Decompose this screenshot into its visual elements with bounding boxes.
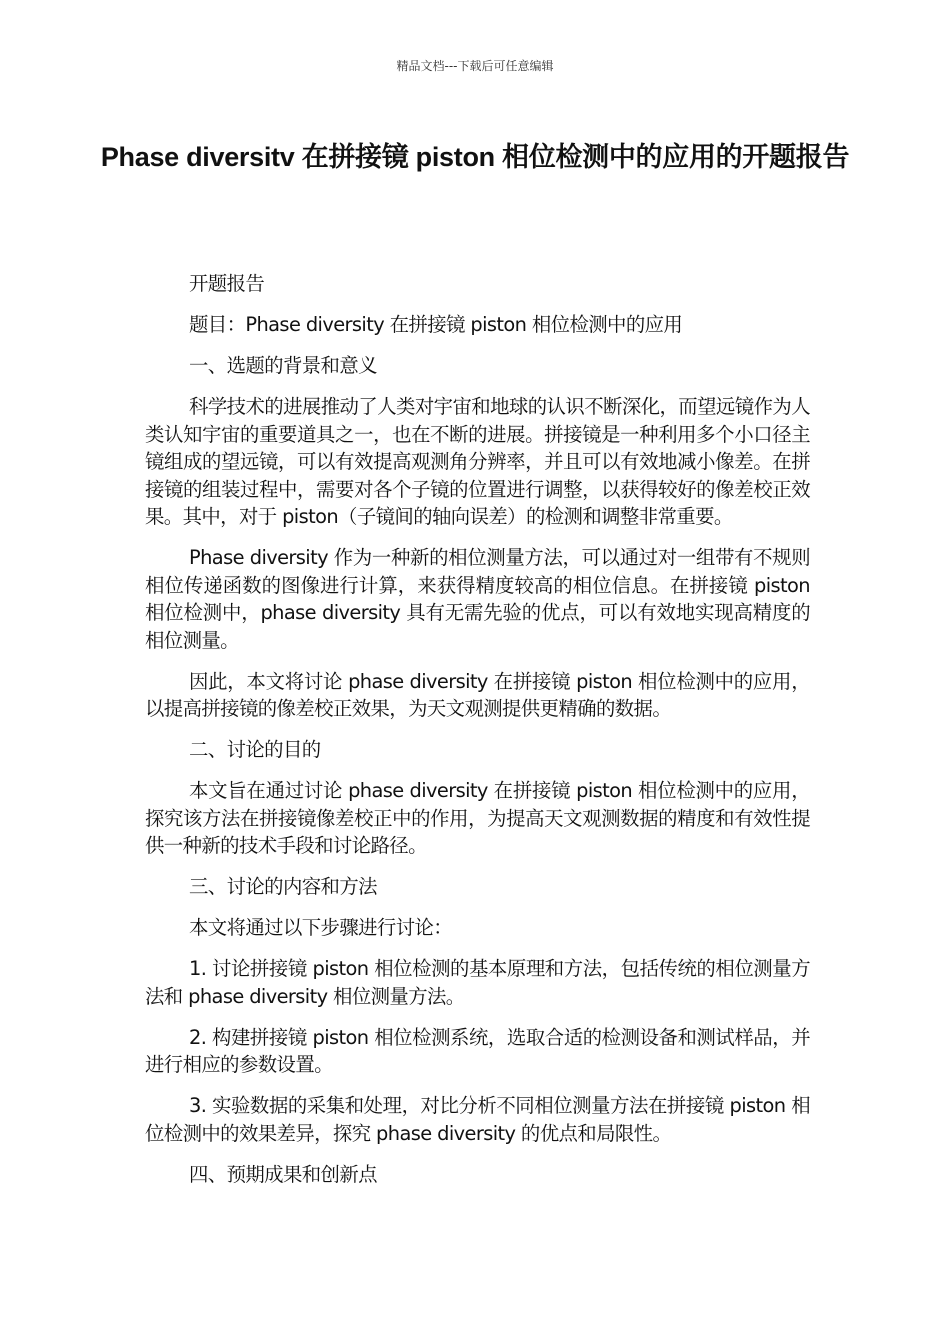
header-note: 精品文档---下载后可任意编辑: [396, 59, 554, 73]
section-heading-background: 一、选题的背景和意义: [189, 354, 377, 377]
section-heading-outcomes: 四、预期成果和创新点: [189, 1162, 377, 1186]
step-1: 1. 讨论拼接镜 piston 相位检测的基本原理和方法，包括传统的相位测量方法和 phase diversity 相位测量方法。: [145, 957, 810, 1008]
paragraph-steps-intro: 本文将通过以下步骤进行讨论：: [189, 916, 453, 939]
step-2: 2. 构建拼接镜 piston 相位检测系统，选取合适的检测设备和测试样品，并进行相应的参数设置。: [145, 1025, 810, 1076]
paragraph-therefore: 因此，本文将讨论 phase diversity 在拼接镜 piston 相位检测中的应用，以提高拼接镜的像差校正效果，为天文观测提供更精确的数据。: [145, 669, 810, 720]
paragraph-phase-diversity: Phase diversity 作为一种新的相位测量方法，可以通过对一组带有不规则相位传递函数的图像进行计算，来获得精度较高的相位信息。在拼接镜 piston 相位检测中，phase diversity 具有无需先验的优点，可以有效地实现高精度的相位测量。: [145, 546, 810, 652]
paragraph-background: 科学技术的进展推动了人类对宇宙和地球的认识不断深化，而望远镜作为人类认知宇宙的重要道具之一，也在不断的进展。拼接镜是一种利用多个小口径主镜组成的望远镜，可以有效提高观测角分辨率，并且可以有效地减小像差。在拼接镜的组装过程中，需要对各个子镜的位置进行调整，以获得较好的像差校正效果。其中，对于 piston（子镜间的轴向误差）的检测和调整非常重要。: [145, 395, 810, 528]
section-label: 开题报告: [189, 272, 265, 295]
document-body: [145, 270, 810, 1202]
step-3: 3. 实验数据的采集和处理，对比分析不同相位测量方法在拼接镜 piston 相位检测中的效果差异，探究 phase diversity 的优点和局限性。: [145, 1094, 810, 1145]
paragraph-purpose: 本文旨在通过讨论 phase diversity 在拼接镜 piston 相位检测中的应用，探究该方法在拼接镜像差校正中的作用，为提高天文观测数据的精度和有效性提供一种新的技术手段和讨论路径。: [145, 779, 810, 857]
section-heading-content: 三、讨论的内容和方法: [189, 875, 377, 898]
section-heading-purpose: 二、讨论的目的: [189, 738, 321, 761]
document-title: Phase diversitv 在拼接镜 piston 相位检测中的应用的开题报告: [100, 142, 850, 172]
topic-line: 题目：Phase diversity 在拼接镜 piston 相位检测中的应用: [189, 313, 683, 336]
